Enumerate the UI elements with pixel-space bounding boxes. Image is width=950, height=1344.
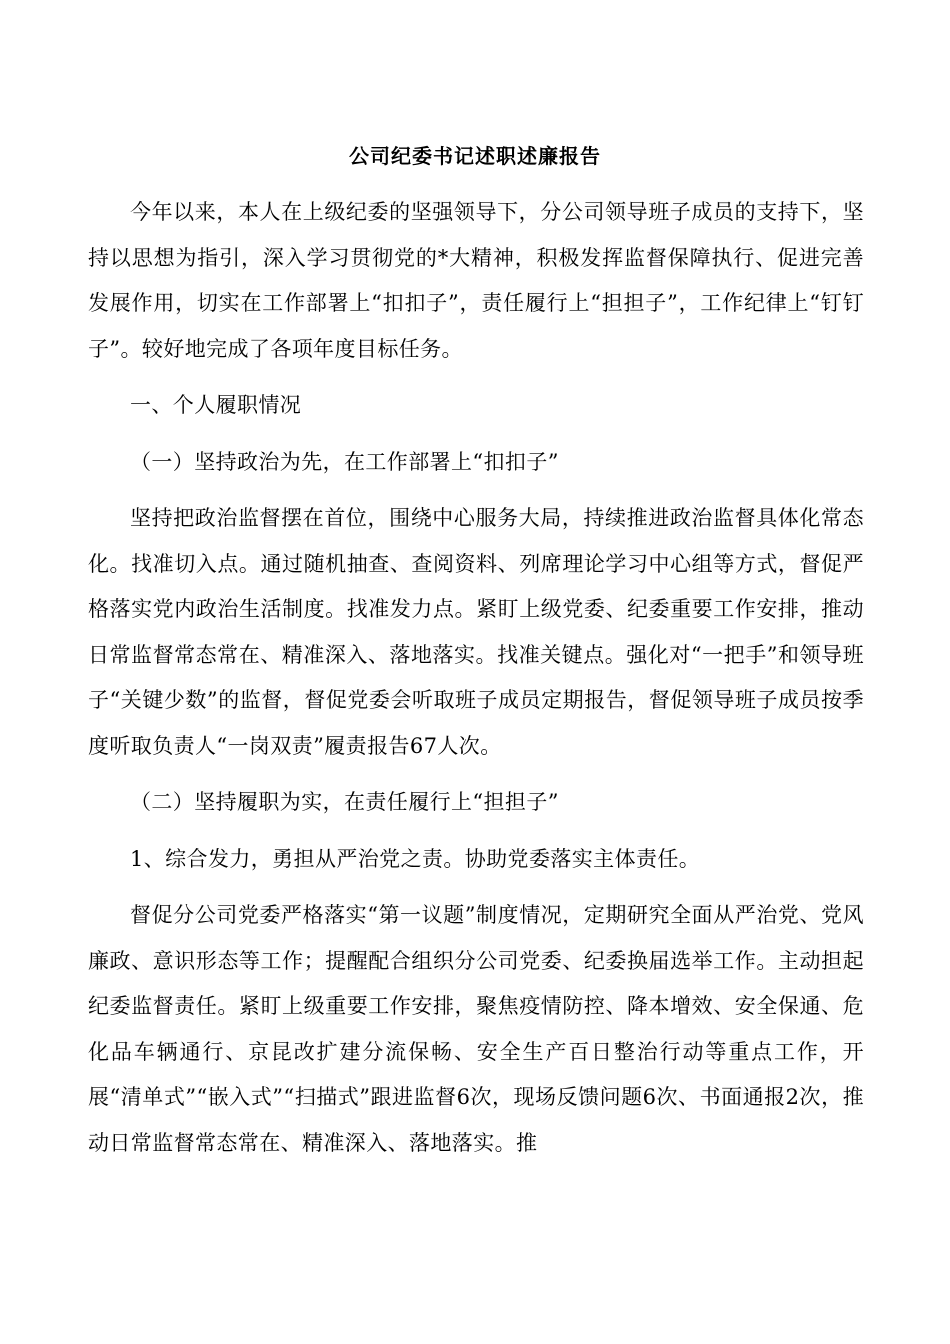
item-heading-1: 1、综合发力，勇担从严治党之责。协助党委落实主体责任。 (130, 846, 701, 871)
body-paragraph-1: 坚持把政治监督摆在首位，围绕中心服务大局，持续推进政治监督具体化常态化。找准切入点。通过随机抽查、查阅资料、列席理论学习中心组等方式，督促严格落实党内政治生活制度。找准发力点。紧盯上级党委、纪委重要工作安排，推动日常监督常态常在、精准深入、落地落实。找准关键点。强化对“一把手”和领导班子“关键少数”的监督，督促党委会听取班子成员定期报告，督促领导班子成员按季度听取负责人“一岗双责”履责报告67人次。 (88, 506, 864, 758)
section-heading-1: 一、个人履职情况 (130, 393, 302, 417)
subsection-heading-2: （二）坚持履职为实，在责任履行上“担担子” (130, 790, 559, 814)
subsection-heading-1: （一）坚持政治为先，在工作部署上“扣扣子” (130, 449, 559, 474)
body-paragraph-2: 督促分公司党委严格落实“第一议题”制度情况，定期研究全面从严治党、党风廉政、意识形态等工作；提醒配合组织分公司党委、纪委换届选举工作。主动担起纪委监督责任。紧盯上级重要工作安排，聚焦疫情防控、降本增效、安全保通、危化品车辆通行、京昆改扩建分流保畅、安全生产百日整治行动等重点工作，开展“清单式”“嵌入式”“扫描式”跟进监督6次，现场反馈问题6次、书面通报2次，推动日常监督常态常在、精准深入、落地落实。推 (88, 903, 864, 1155)
document-body (88, 190, 864, 1177)
document-title: 公司纪委书记述职述廉报告 (349, 144, 601, 168)
intro-paragraph: 今年以来，本人在上级纪委的坚强领导下，分公司领导班子成员的支持下，坚持以思想为指引，深入学习贯彻党的*大精神，积极发挥监督保障执行、促进完善发展作用，切实在工作部署上“扣扣子”，责任履行上“担担子”，工作纪律上“钉钉子”。较好地完成了各项年度目标任务。 (88, 200, 864, 361)
